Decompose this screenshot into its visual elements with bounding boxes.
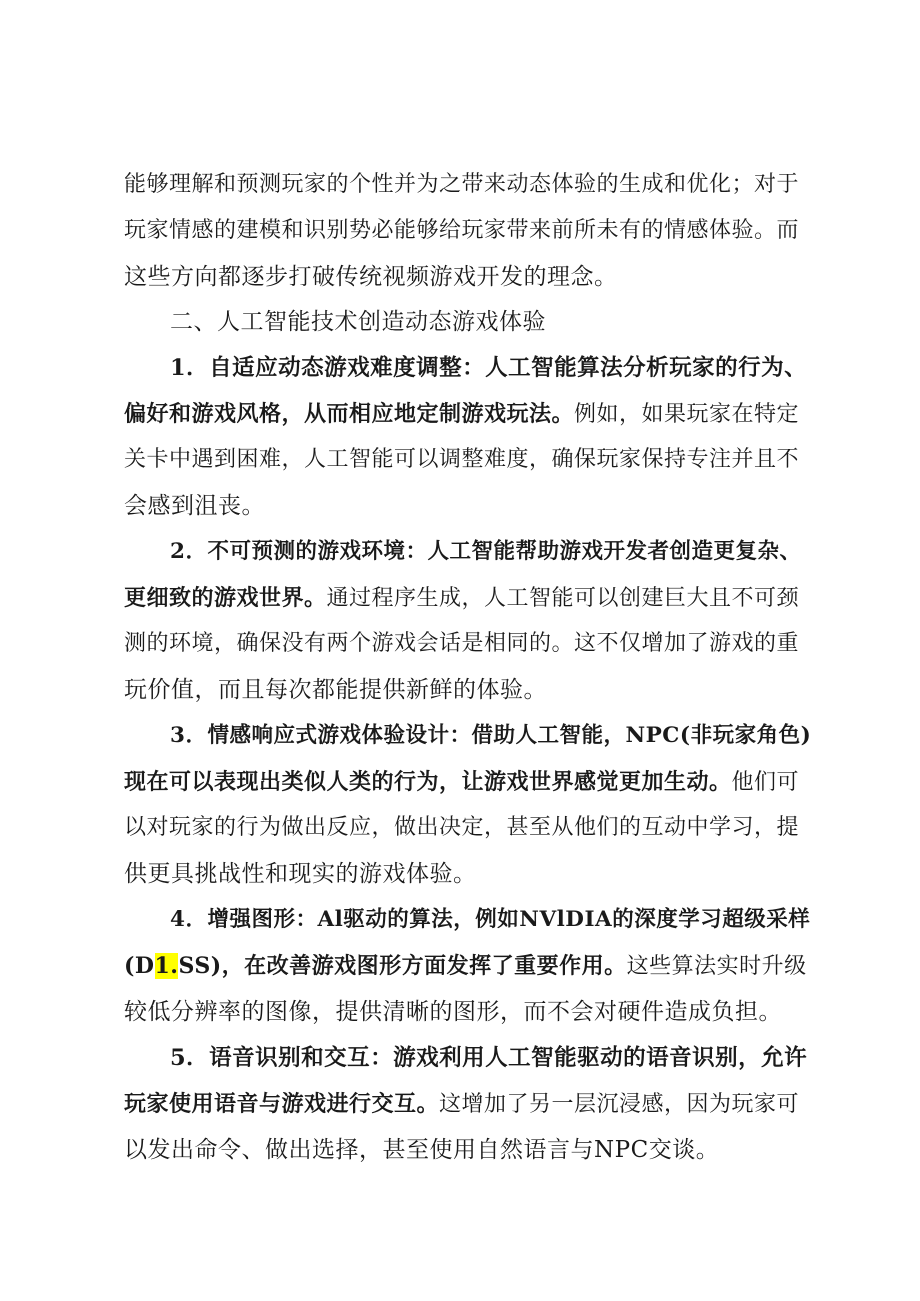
item1-line-2	[124, 399, 799, 430]
item4-line-3: 较低分辨率的图像，提供清晰的图形，而不会对硬件造成负担。	[124, 999, 782, 1025]
item5-line-2	[124, 1089, 799, 1120]
intro-line-3: 这些方向都逐步打破传统视频游戏开发的理念。	[124, 264, 618, 290]
item1-line-3: 关卡中遇到困难，人工智能可以调整难度，确保玩家保持专注并且不	[124, 447, 800, 472]
item1-line-4: 会感到沮丧。	[124, 493, 265, 519]
item3-line-1: 3．情感响应式游戏体验设计：借助人工智能，NPC(非玩家角色)	[170, 723, 812, 748]
item3-line-4: 供更具挑战性和现实的游戏体验。	[124, 861, 477, 887]
intro-line-2: 玩家情感的建模和识别势必能够给玩家带来前所未有的情感体验。而	[124, 218, 800, 243]
item2-line-4: 玩价值，而且每次都能提供新鲜的体验。	[124, 677, 547, 703]
intro-line-1: 能够理解和预测玩家的个性并为之带来动态体验的生成和优化；对于	[124, 172, 800, 197]
item4-highlighted-text: 1.	[154, 953, 179, 979]
item5-line-3: 以发出命令、做出选择，甚至使用自然语言与NPC交谈。	[124, 1137, 720, 1163]
item1-line-1: 1．自适应动态游戏难度调整：人工智能算法分析玩家的行为、	[170, 355, 808, 381]
item1-normal-part: 例如，如果玩家在特定	[574, 402, 800, 427]
item4-bold-part-b: SS)，在改善游戏图形方面发挥了重要作用。	[178, 953, 627, 979]
item5-bold-part: 玩家使用语音与游戏进行交互。	[124, 1091, 440, 1117]
item2-normal-part: 通过程序生成，人工智能可以创建巨大且不可颈	[326, 586, 800, 611]
item3-normal-part: 他们可	[731, 770, 800, 795]
item3-line-2	[124, 767, 799, 798]
section-heading: 二、人工智能技术创造动态游戏体验	[170, 309, 546, 335]
item1-bold-part: 偏好和游戏风格，从而相应地定制游戏玩法。	[124, 401, 575, 427]
item3-line-3: 以对玩家的行为做出反应，做出决定，甚至从他们的互动中学习，提	[124, 815, 800, 840]
item4-bold-part-a: (D	[124, 953, 155, 979]
item4-normal-part: 这些算法实时升级	[626, 954, 807, 979]
item2-bold-part: 更细致的游戏世界。	[124, 585, 327, 611]
item2-line-3: 测的环境，确保没有两个游戏会话是相同的。这不仅增加了游戏的重	[124, 631, 800, 656]
item4-line-1: 4．增强图形：Al驱动的算法，例如NVlDIA的深度学习超级采样	[170, 907, 811, 932]
item3-bold-part: 现在可以表现出类似人类的行为，让游戏世界感觉更加生动。	[124, 769, 732, 795]
item4-line-2	[124, 951, 807, 982]
item5-line-1: 5．语音识别和交互：游戏利用人工智能驱动的语音识别，允许	[170, 1045, 808, 1071]
item2-line-1: 2．不可预测的游戏环境：人工智能帮助游戏开发者创造更复杂、	[170, 539, 802, 564]
item2-line-2	[124, 583, 799, 614]
item5-normal-part: 这增加了另一层沉浸感，因为玩家可	[439, 1092, 800, 1117]
